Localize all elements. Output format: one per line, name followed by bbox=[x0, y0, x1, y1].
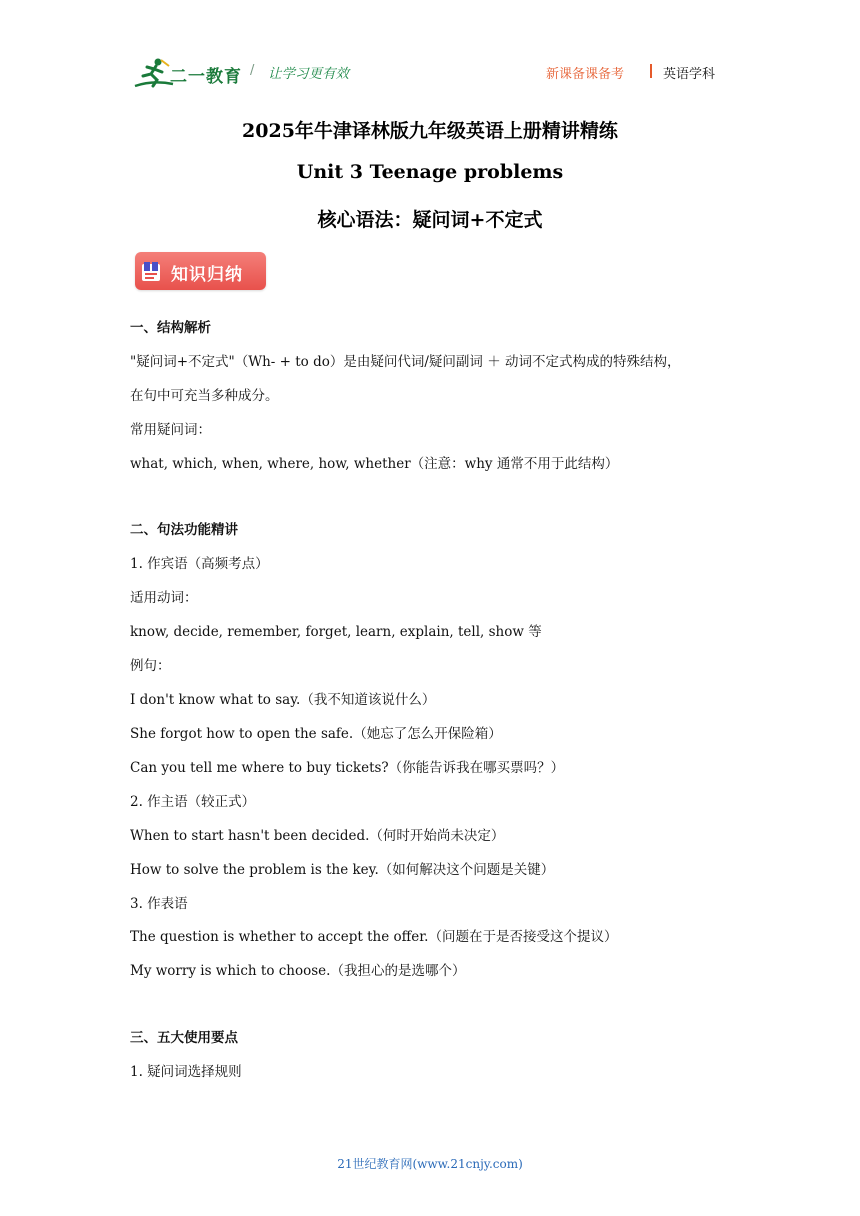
example-label: 例句： bbox=[130, 658, 171, 674]
header-course-label: 新课备课备考 bbox=[546, 67, 625, 82]
verbs-label: 适用动词： bbox=[130, 590, 198, 606]
badge-label: 知识归纳 bbox=[171, 265, 243, 285]
section2-heading: 二、句法功能精讲 bbox=[130, 522, 238, 538]
knowledge-badge bbox=[135, 252, 266, 290]
logo-text: 二一教育 bbox=[170, 67, 242, 87]
example-sentence: My worry is which to choose.（我担心的是选哪个） bbox=[130, 963, 466, 979]
item-subject-title: 2. 作主语（较正式） bbox=[130, 794, 256, 810]
example-sentence: She forgot how to open the safe.（她忘了怎么开保险箱） bbox=[130, 726, 502, 742]
item-object-title: 1. 作宾语（高频考点） bbox=[130, 556, 269, 572]
section1-heading: 一、结构解析 bbox=[130, 320, 211, 336]
footer-source: 21世纪教育网(www.21cnjy.com) bbox=[337, 1157, 523, 1171]
header-divider bbox=[650, 64, 652, 78]
doc-title: 2025年牛津译林版九年级英语上册精讲精练 bbox=[242, 120, 618, 142]
example-sentence: I don't know what to say.（我不知道该说什么） bbox=[130, 692, 436, 708]
header-slogan: 让学习更有效 bbox=[268, 66, 349, 82]
example-sentence: When to start hasn't been decided.（何时开始尚未决定） bbox=[130, 828, 505, 844]
section3-heading: 三、五大使用要点 bbox=[130, 1030, 238, 1046]
item-rule-title: 1. 疑问词选择规则 bbox=[130, 1064, 242, 1080]
section1-para-line1: "疑问词+不定式"（Wh- + to do）是由疑问代词/疑问副词 ＋ 动词不定式构成的特殊结构， bbox=[130, 354, 681, 370]
book-icon bbox=[140, 259, 162, 283]
unit-title: Unit 3 Teenage problems bbox=[296, 161, 564, 183]
example-sentence: How to solve the problem is the key.（如何解决这个问题是关键） bbox=[130, 862, 555, 878]
common-words: what, which, when, where, how, whether（注意：why 通常不用于此结构） bbox=[130, 456, 619, 472]
example-sentence: The question is whether to accept the offer.（问题在于是否接受这个提议） bbox=[130, 929, 618, 945]
grammar-title: 核心语法：疑问词+不定式 bbox=[317, 209, 543, 231]
common-words-label: 常用疑问词： bbox=[130, 422, 211, 438]
header-subject: 英语学科 bbox=[663, 67, 716, 82]
example-sentence: Can you tell me where to buy tickets?（你能告诉我在哪买票吗？） bbox=[130, 760, 565, 776]
item-predicative-title: 3. 作表语 bbox=[130, 896, 188, 912]
verbs-list: know, decide, remember, forget, learn, explain, tell, show 等 bbox=[130, 624, 542, 640]
header-slash: / bbox=[250, 63, 255, 78]
section1-para-line2: 在句中可充当多种成分。 bbox=[130, 388, 279, 404]
